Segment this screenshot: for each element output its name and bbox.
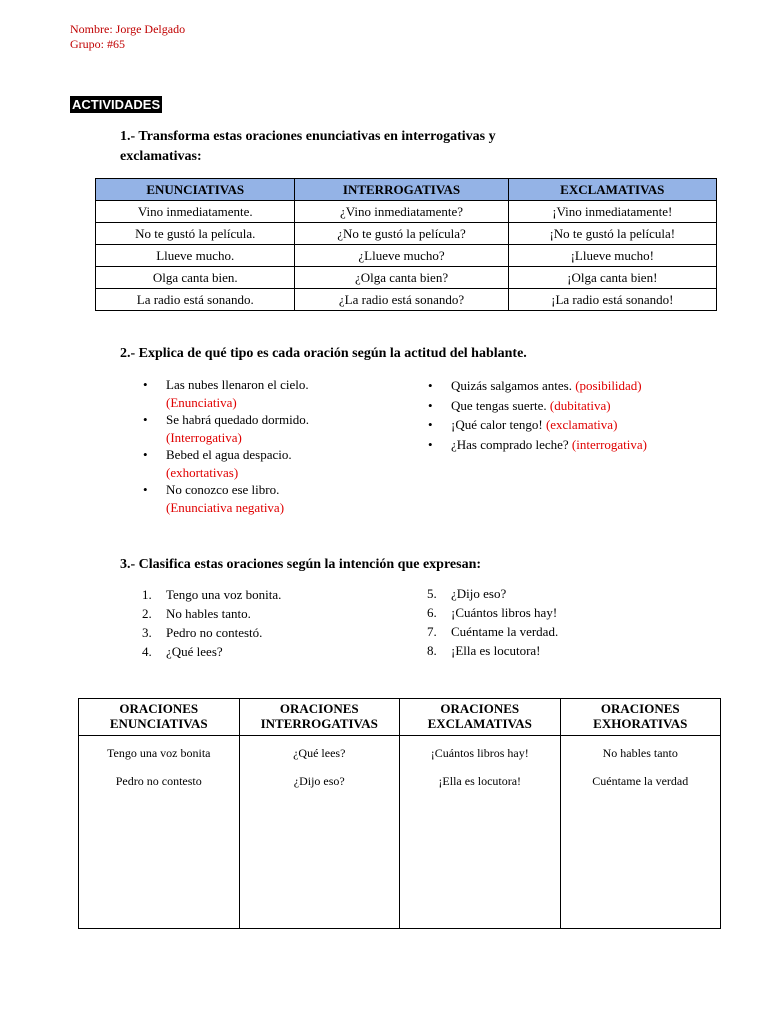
question-3-title: 3.- Clasifica estas oraciones según la intención que expresan: [120,557,482,572]
list-item [428,396,748,416]
table-cell: ¡Olga canta bien! [508,267,716,289]
intention-list-left [142,585,392,661]
column-header-line2: EXCLAMATIVAS [427,716,532,731]
column-header-line1: ORACIONES [119,701,199,716]
table-cell: La radio está sonando. [96,289,295,311]
table-cell: ¿No te gustó la película? [295,223,508,245]
list-item-text: ¡Cuántos libros hay! [451,605,558,620]
cell-item: ¡Cuántos libros hay! [430,746,529,760]
column-header-line1: ORACIONES [600,701,680,716]
column-cell [240,736,400,802]
transform-table [95,178,717,311]
column-interrogativas [240,699,401,928]
list-item-text: No hables tanto. [166,606,251,621]
table-row [96,267,717,289]
table-row [96,245,717,267]
list-item-answer: (Interrogativa) [166,429,242,445]
list-item-number: 4. [142,644,152,659]
list-item-answer: (exclamativa) [545,417,618,432]
cell-item: Cuéntame la verdad [592,774,689,788]
table-cell: Llueve mucho. [96,245,295,267]
column-cell [79,736,239,802]
header-interrogativas: INTERROGATIVAS [295,179,508,201]
attitude-list-right [428,376,748,454]
list-item-text: ¿Dijo eso? [451,586,507,601]
list-item [142,585,392,604]
column-cell [561,736,721,802]
list-item [427,584,677,603]
attitude-list-left [143,376,403,516]
list-item-answer: (posibilidad) [575,378,642,393]
list-item-text: Cuéntame la verdad. [451,624,559,639]
header-exclamativas: EXCLAMATIVAS [508,179,716,201]
list-item-answer: (Enunciativa negativa) [166,499,285,515]
column-header [561,699,721,736]
list-item-number: 7. [427,624,437,639]
list-item-sentence: Que tengas suerte. [451,397,547,413]
cell-item: ¿Qué lees? [293,746,346,760]
list-item [428,435,748,455]
list-item [142,642,392,661]
column-header [79,699,239,736]
table-row [96,223,717,245]
column-header [400,699,560,736]
list-item-number: 8. [427,643,437,658]
list-item-text: ¿Qué lees? [166,644,223,659]
column-header-line2: INTERROGATIVAS [260,716,378,731]
intention-list-right [427,584,677,660]
list-item-sentence: • Las nubes llenaron el cielo. [166,377,309,392]
table-cell: ¡Vino inmediatamente! [508,201,716,223]
list-item-number: 6. [427,605,437,620]
list-item-sentence: • No conozco ese libro. [166,482,280,497]
list-item [428,376,748,396]
table-cell: ¿Vino inmediatamente? [295,201,508,223]
list-item [143,446,403,481]
list-item-number: 5. [427,586,437,601]
student-header [70,22,185,52]
column-enunciativas [79,699,240,928]
column-header-line2: ENUNCIATIVAS [109,716,208,731]
table-row [96,201,717,223]
list-item-answer: (exhortativas) [166,464,239,480]
student-name: Nombre: Jorge Delgado [70,22,186,36]
list-item-text: Pedro no contestó. [166,625,263,640]
list-item-answer: (dubitativa) [549,397,611,413]
list-item [428,415,748,435]
student-group: Grupo: #65 [70,37,125,51]
list-item [143,376,403,411]
list-item-sentence: Quizás salgamos antes. [451,378,572,393]
list-item [427,641,677,660]
list-item-text: ¡Ella es locutora! [451,643,541,658]
table-cell: ¡Llueve mucho! [508,245,716,267]
list-item-sentence: ¿Has comprado leche? [451,436,569,452]
cell-item: ¿Dijo eso? [293,774,345,788]
table-cell: ¿Llueve mucho? [295,245,508,267]
list-item-answer: (interrogativa) [571,436,647,452]
question-1-title-line1: 1.- Transforma estas oraciones enunciativas en interrogativas y [120,129,496,144]
question-1-title-line2: exclamativas: [120,149,202,164]
table-cell: ¡La radio está sonando! [508,289,716,311]
cell-item: No hables tanto [602,746,678,760]
column-header [240,699,400,736]
cell-item: Pedro no contesto [115,774,202,788]
table-row [96,289,717,311]
list-item-number: 1. [142,587,152,602]
column-exclamativas [400,699,561,928]
list-item [427,622,677,641]
table-cell: ¡No te gustó la película! [508,223,716,245]
column-header-line2: EXHORATIVAS [593,716,688,731]
list-item [142,604,392,623]
cell-item: ¡Ella es locutora! [438,774,522,788]
list-item-answer: (Enunciativa) [166,394,237,410]
list-item [143,481,403,516]
column-header-line1: ORACIONES [279,701,359,716]
header-enunciativas: ENUNCIATIVAS [96,179,295,201]
table-header-row [96,179,717,201]
column-header-line1: ORACIONES [440,701,520,716]
table-cell: Vino inmediatamente. [96,201,295,223]
column-exhorativas [561,699,721,928]
list-item-sentence: ¡Qué calor tengo! [451,417,543,432]
list-item [142,623,392,642]
table-cell: ¿Olga canta bien? [295,267,508,289]
classification-table [78,698,721,929]
table-cell: ¿La radio está sonando? [295,289,508,311]
list-item [143,411,403,446]
question-2-title: 2.- Explica de qué tipo es cada oración según la actitud del hablante. [120,346,527,361]
list-item-number: 3. [142,625,152,640]
table-cell: Olga canta bien. [96,267,295,289]
question-1-title [120,127,496,167]
cell-item: Tengo una voz bonita [107,746,211,760]
list-item-sentence: • Bebed el agua despacio. [166,447,292,462]
list-item [427,603,677,622]
section-badge: ACTIVIDADES [72,97,161,112]
table-cell: No te gustó la película. [96,223,295,245]
list-item-sentence: • Se habrá quedado dormido. [166,412,309,427]
list-item-number: 2. [142,606,152,621]
list-item-text: Tengo una voz bonita. [166,587,282,602]
column-cell [400,736,560,802]
